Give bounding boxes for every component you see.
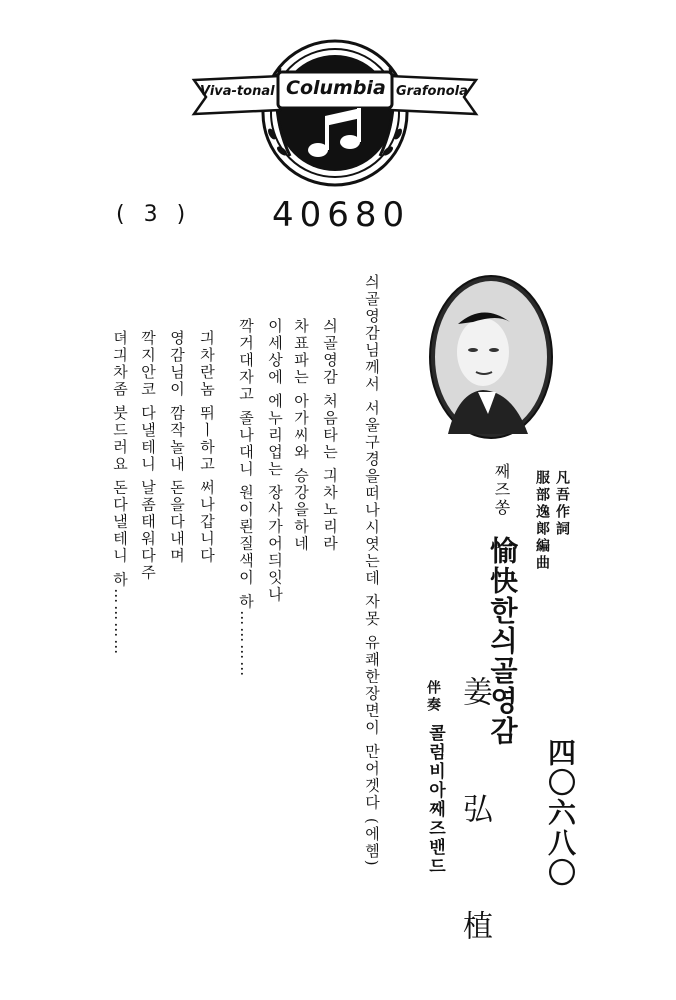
side-number: ( 3 ) — [116, 202, 192, 227]
lyric-column-7: 깍지안코 다낼테니 날좀태워다주 — [139, 330, 157, 582]
lyric-column-3: 이세상에 에누리업는 장사가어듸잇나 — [266, 318, 284, 604]
composer-credit: 服部逸郞編曲 — [534, 470, 550, 572]
logo-right-text: Grafonola — [396, 84, 468, 99]
lyricist-credit: 凡吾作詞 — [554, 470, 570, 538]
singer-name: 姜 弘 植 — [457, 676, 492, 966]
record-number-hanja: 四〇六八〇 — [544, 738, 577, 888]
logo-left-text: Viva-tonal — [200, 84, 275, 99]
song-title: 愉快한싀골영감 — [486, 536, 519, 746]
singer-portrait — [428, 274, 554, 440]
intro-line: 싀골영감님께서 서울구경을떠나시엿는데 자못 유쾌한장면이 만어겟다 (에헴) — [363, 274, 381, 868]
lyric-column-5: 긔차란놈 뛰ㅣ하고 써나갑니다 — [198, 330, 216, 565]
accompaniment-band: 콜럼비아째즈밴드 — [425, 724, 445, 876]
logo-center-text: Columbia — [286, 77, 386, 99]
lyric-column-4: 깍거대자고 졸나대니 원이뢴질색이 하………… — [237, 318, 255, 679]
portrait-image-icon — [428, 274, 554, 440]
logo-emblem-icon — [190, 38, 480, 188]
lyric-column-1: 싀골영감 처음타는 긔차노리라 — [321, 318, 339, 553]
accompaniment-label: 伴奏 — [425, 680, 441, 714]
song-genre: 째즈쏭 — [492, 463, 511, 517]
record-number: 40680 — [272, 195, 411, 235]
lyric-column-6: 영감님이 깜작놀내 돈을다내며 — [168, 330, 186, 565]
lyric-column-8: 뎌긔차좀 붓드러요 돈다낼테니 하………… — [111, 330, 129, 657]
columbia-logo — [190, 38, 480, 188]
lyric-column-2: 차표파는 아가씨와 승강을하네 — [292, 318, 310, 553]
